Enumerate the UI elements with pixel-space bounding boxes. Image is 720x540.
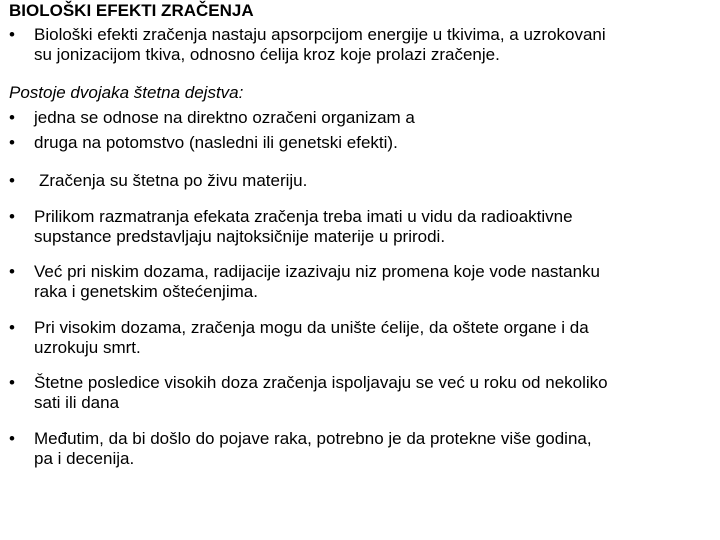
bullet-dot: • (9, 108, 15, 127)
bullet-point-6 (9, 429, 714, 469)
bullet-line-1: Pri visokim dozama, zračenja mogu da unište ćelije, da oštete organe i da (34, 318, 589, 337)
bullet-line-1: Prilikom razmatranja efekata zračenja treba imati u vidu da radioaktivne (34, 207, 573, 226)
bullet-dot: • (9, 318, 15, 337)
bullet-dot: • (9, 25, 15, 44)
bullet-point-1 (9, 171, 714, 191)
bullet-dot: • (9, 429, 15, 448)
bullet-line-1: Biološki efekti zračenja nastaju apsorpcijom energije u tkivima, a uzrokovani (34, 25, 606, 44)
bullet-effect-direct (9, 108, 714, 128)
bullet-effect-offspring (9, 133, 714, 153)
bullet-line-2: pa i decenija. (34, 449, 135, 468)
bullet-line-2: uzrokuju smrt. (34, 338, 141, 357)
bullet-text: Zračenja su štetna po živu materiju. (39, 171, 308, 190)
bullet-biological-effects (9, 25, 714, 65)
bullet-line-1: Međutim, da bi došlo do pojave raka, potrebno je da protekne više godina, (34, 429, 592, 448)
bullet-dot: • (9, 262, 15, 281)
bullet-text: druga na potomstvo (nasledni ili genetski efekti). (34, 133, 398, 152)
bullet-line-1: Već pri niskim dozama, radijacije izazivaju niz promena koje vode nastanku (34, 262, 601, 281)
bullet-text: jedna se odnose na direktno ozračeni organizam a (34, 108, 415, 127)
bullet-point-2 (9, 207, 714, 247)
bullet-dot: • (9, 133, 15, 152)
bullet-line-2: raka i genetskim oštećenjima. (34, 282, 258, 301)
bullet-line-2: sati ili dana (34, 393, 120, 412)
bullet-line-2: su jonizacijom tkiva, odnosno ćelija kroz koje prolazi zračenje. (34, 45, 500, 64)
bullet-dot: • (9, 373, 15, 392)
slide-title: BIOLOŠKI EFEKTI ZRAČENJA (9, 1, 254, 20)
intro-heading: Postoje dvojaka štetna dejstva: (9, 83, 244, 102)
bullet-point-4 (9, 318, 714, 358)
bullet-line-1: Štetne posledice visokih doza zračenja ispoljavaju se već u roku od nekoliko (34, 373, 608, 392)
bullet-point-3 (9, 262, 714, 302)
bullet-line-2: supstance predstavljaju najtoksičnije materije u prirodi. (34, 227, 446, 246)
bullet-dot: • (9, 171, 15, 190)
bullet-dot: • (9, 207, 15, 226)
bullet-point-5 (9, 373, 714, 413)
